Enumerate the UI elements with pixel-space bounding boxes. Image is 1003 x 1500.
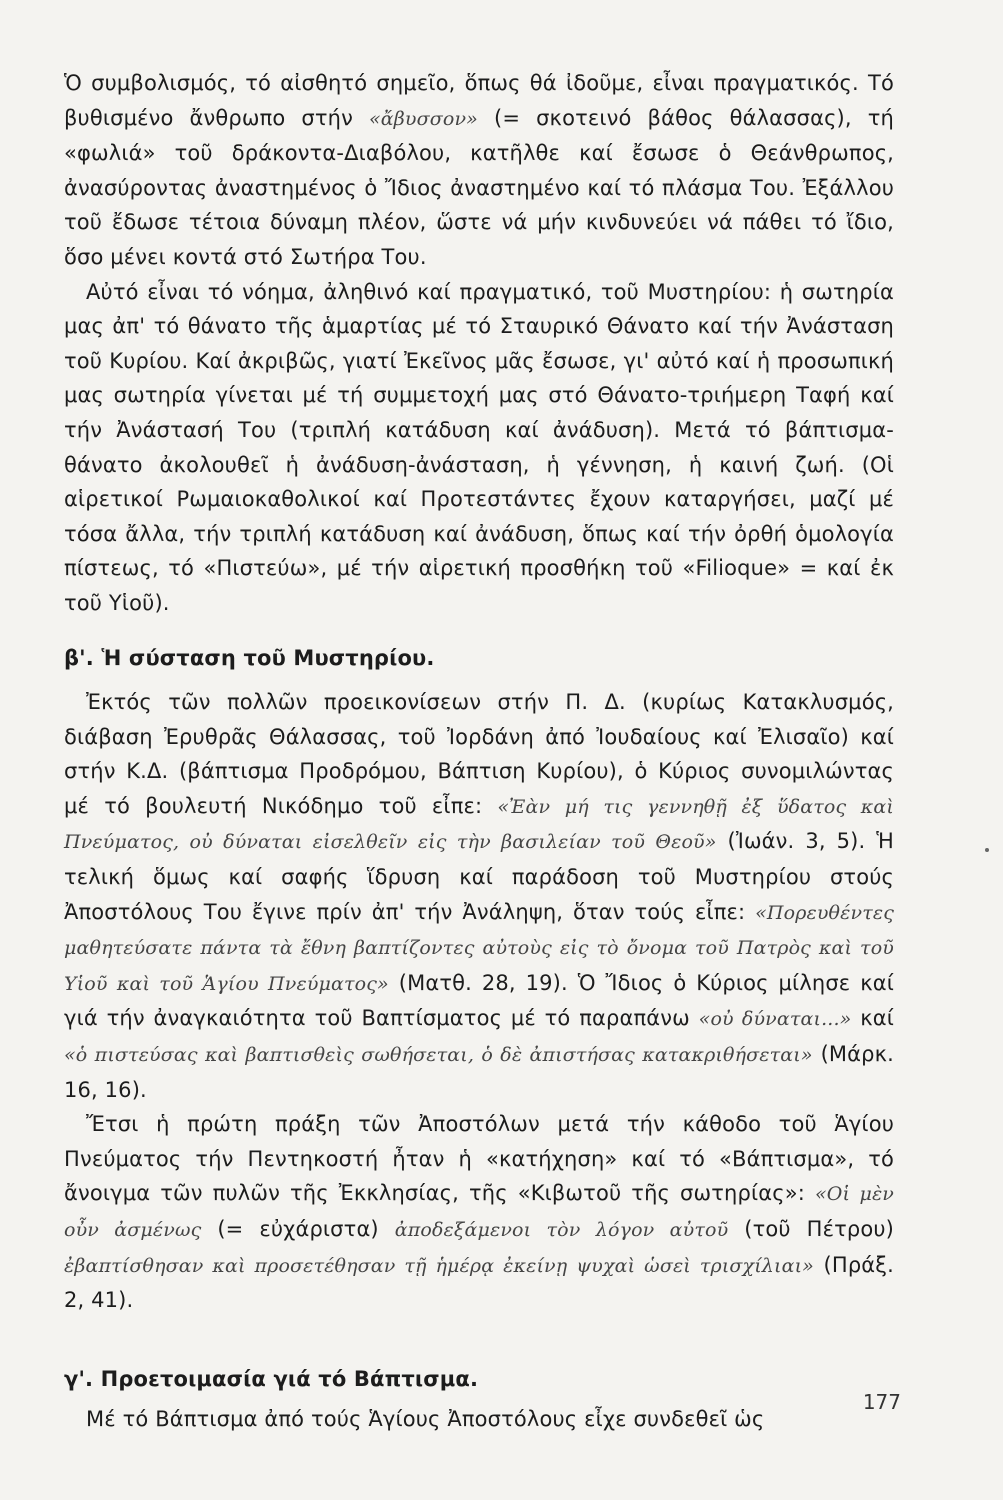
quote-acts-3: ἐβαπτίσθησαν καὶ προσετέθησαν τῇ ἡμέρᾳ ἐκείνῃ ψυχαὶ ὡσεὶ τρισχίλιαι» — [64, 1254, 814, 1277]
paragraph-institution — [64, 685, 894, 1107]
quote-short: «οὐ δύναται...» — [698, 1008, 852, 1031]
paragraph-symbolism — [64, 66, 894, 275]
text-run: Ἔτσι ἡ πρώτη πράξη τῶν Ἀποστόλων μετά τήν κάθοδο τοῦ Ἁγίου Πνεύματος τήν Πεντηκοστή ἦταν ἡ «κατήχηση» καί τό «Βάπτισμα», τό ἄνοιγμα τῶν πυλῶν τῆς Ἐκκλησίας, τῆς «Κιβωτοῦ τῆς σωτηρίας»: — [64, 1112, 894, 1206]
text-run: (Ἰωάν. 3, 5). Ἡ τελική ὅμως καί σαφής ἵδρυση καί παράδοση τοῦ Μυστηρίου στούς Ἀποστόλους Του ἔγινε πρίν ἀπ' τήν Ἀνάληψη, ὅταν τούς εἶπε: — [64, 829, 894, 924]
text-run: (τοῦ Πέτρου) — [728, 1217, 895, 1241]
quote-john: «Ἐὰν μή τις γεννηθῇ ἐξ ὕδατος καὶ Πνεύματος, οὐ δύναται εἰσελθεῖν εἰς τὴν βασιλείαν τοῦ Θεοῦ» — [64, 795, 894, 854]
text-run: καί — [851, 1006, 895, 1031]
text-run: (Μάρκ. 16, 16). — [64, 1042, 894, 1102]
text-run: (= σκοτεινό βάθος θάλασσας), τή «φωλιά» τοῦ δράκοντα-Διαβόλου, κατῆλθε καί ἔσωσε ὁ Θεάνθρωπος, ἀνασύροντας ἀναστημένος ὁ Ἴδιος ἀναστημένο καί τό πλάσμα Του. Ἐξάλλου τοῦ ἔδωσε τέτοια δύναμη πλέον, ὥστε νά μήν κινδυνεύει νά πάθει τό ἴδιο, ὅσο μένει κοντά στό Σωτήρα Του. — [64, 105, 894, 269]
quote-mark: «ὁ πιστεύσας καὶ βαπτισθεὶς σωθήσεται, ὁ δὲ ἀπιστήσας κατακριθήσεται» — [64, 1044, 813, 1067]
text-run: (= εὐχάριστα) — [201, 1217, 395, 1241]
paragraph-meaning: Αὐτό εἶναι τό νόημα, ἀληθινό καί πραγματικό, τοῦ Μυστηρίου: ἡ σωτηρία μας ἀπ' τό θάνατο τῆς ἁμαρτίας μέ τό Σταυρικό Θάνατο καί τήν Ἀνάσταση τοῦ Κυρίου. Καί ἀκριβῶς, γιατί Ἐκεῖνος μᾶς ἔσωσε, γι' αὐτό καί ἡ προσωπική μας σωτηρία γίνεται μέ τή συμμετοχή μας στό Θάνατο-τριήμερη Ταφή καί τήν Ἀνάστασή Του (τριπλή κατάδυση καί ἀνάδυση). Μετά τό βάπτισμα-θάνατο ἀκολουθεῖ ἡ ἀνάδυση-ἀνάσταση, ἡ γέννηση, ἡ καινή ζωή. (Οἱ αἱρετικοί Ρωμαιοκαθολικοί καί Προτεστάντες ἔχουν καταργήσει, μαζί μέ τόσα ἄλλα, τήν τριπλή κατάδυση καί ἀνάδυση, ὅπως καί τήν ὀρθή ὁμολογία πίστεως, τό «Πιστεύω», μέ τήν αἱρετική προσθήκη τοῦ «Filioque» = καί ἐκ τοῦ Υἱοῦ). — [64, 279, 894, 615]
paragraph-pentecost — [64, 1107, 894, 1318]
page-number: 177 — [862, 1390, 901, 1414]
quote-matthew: «Πορευθέντες μαθητεύσατε πάντα τὰ ἔθνη βαπτίζοντες αὐτοὺς εἰς τὸ ὄνομα τοῦ Πατρὸς καὶ τοῦ Υἱοῦ καὶ τοῦ Ἁγίου Πνεύματος» — [64, 901, 894, 995]
page-body — [64, 66, 894, 1437]
text-run: Ὁ συμβολισμός, τό αἰσθητό σημεῖο, ὅπως θά ἰδοῦμε, εἶναι πραγματικός. Τό βυθισμένο ἄνθρωπο στήν — [64, 71, 894, 130]
text-run: Ἐκτός τῶν πολλῶν προεικονίσεων στήν Π. Δ. (κυρίως Κατακλυσμός, διάβαση Ἐρυθρᾶς Θάλασσας, τοῦ Ἰορδάνη ἀπό Ἰουδαίους καί Ἐλισαῖο) καί στήν Κ.Δ. (βάπτισμα Προδρόμου, Βάπτιση Κυρίου), ὁ Κύριος συνομιλώντας μέ τό βουλευτή Νικόδημο τοῦ εἶπε: — [64, 690, 894, 818]
section-heading-gamma: γ'. Προετοιμασία γιά τό Βάπτισμα. — [64, 1366, 479, 1391]
section-heading-beta: β'. Ἡ σύσταση τοῦ Μυστηρίου. — [64, 645, 435, 670]
quote-acts-2: ἀποδεξάμενοι τὸν λόγον αὐτοῦ — [394, 1219, 729, 1241]
text-run: (Πράξ. 2, 41). — [64, 1252, 894, 1313]
quote-abyss: «ἄβυσσον» — [369, 107, 478, 130]
margin-mark — [985, 848, 989, 852]
paragraph-preparation: Μέ τό Βάπτισμα ἀπό τούς Ἁγίους Ἀποστόλους εἶχε συνδεθεῖ ὡς — [86, 1407, 765, 1432]
text-run: (Ματθ. 28, 19). Ὁ Ἴδιος ὁ Κύριος μίλησε καί γιά τήν ἀναγκαιότητα τοῦ Βαπτίσματος μέ τό παραπάνω — [64, 970, 894, 1031]
quote-acts-1: «Οἱ μὲν οὖν ἀσμένως — [64, 1183, 894, 1241]
